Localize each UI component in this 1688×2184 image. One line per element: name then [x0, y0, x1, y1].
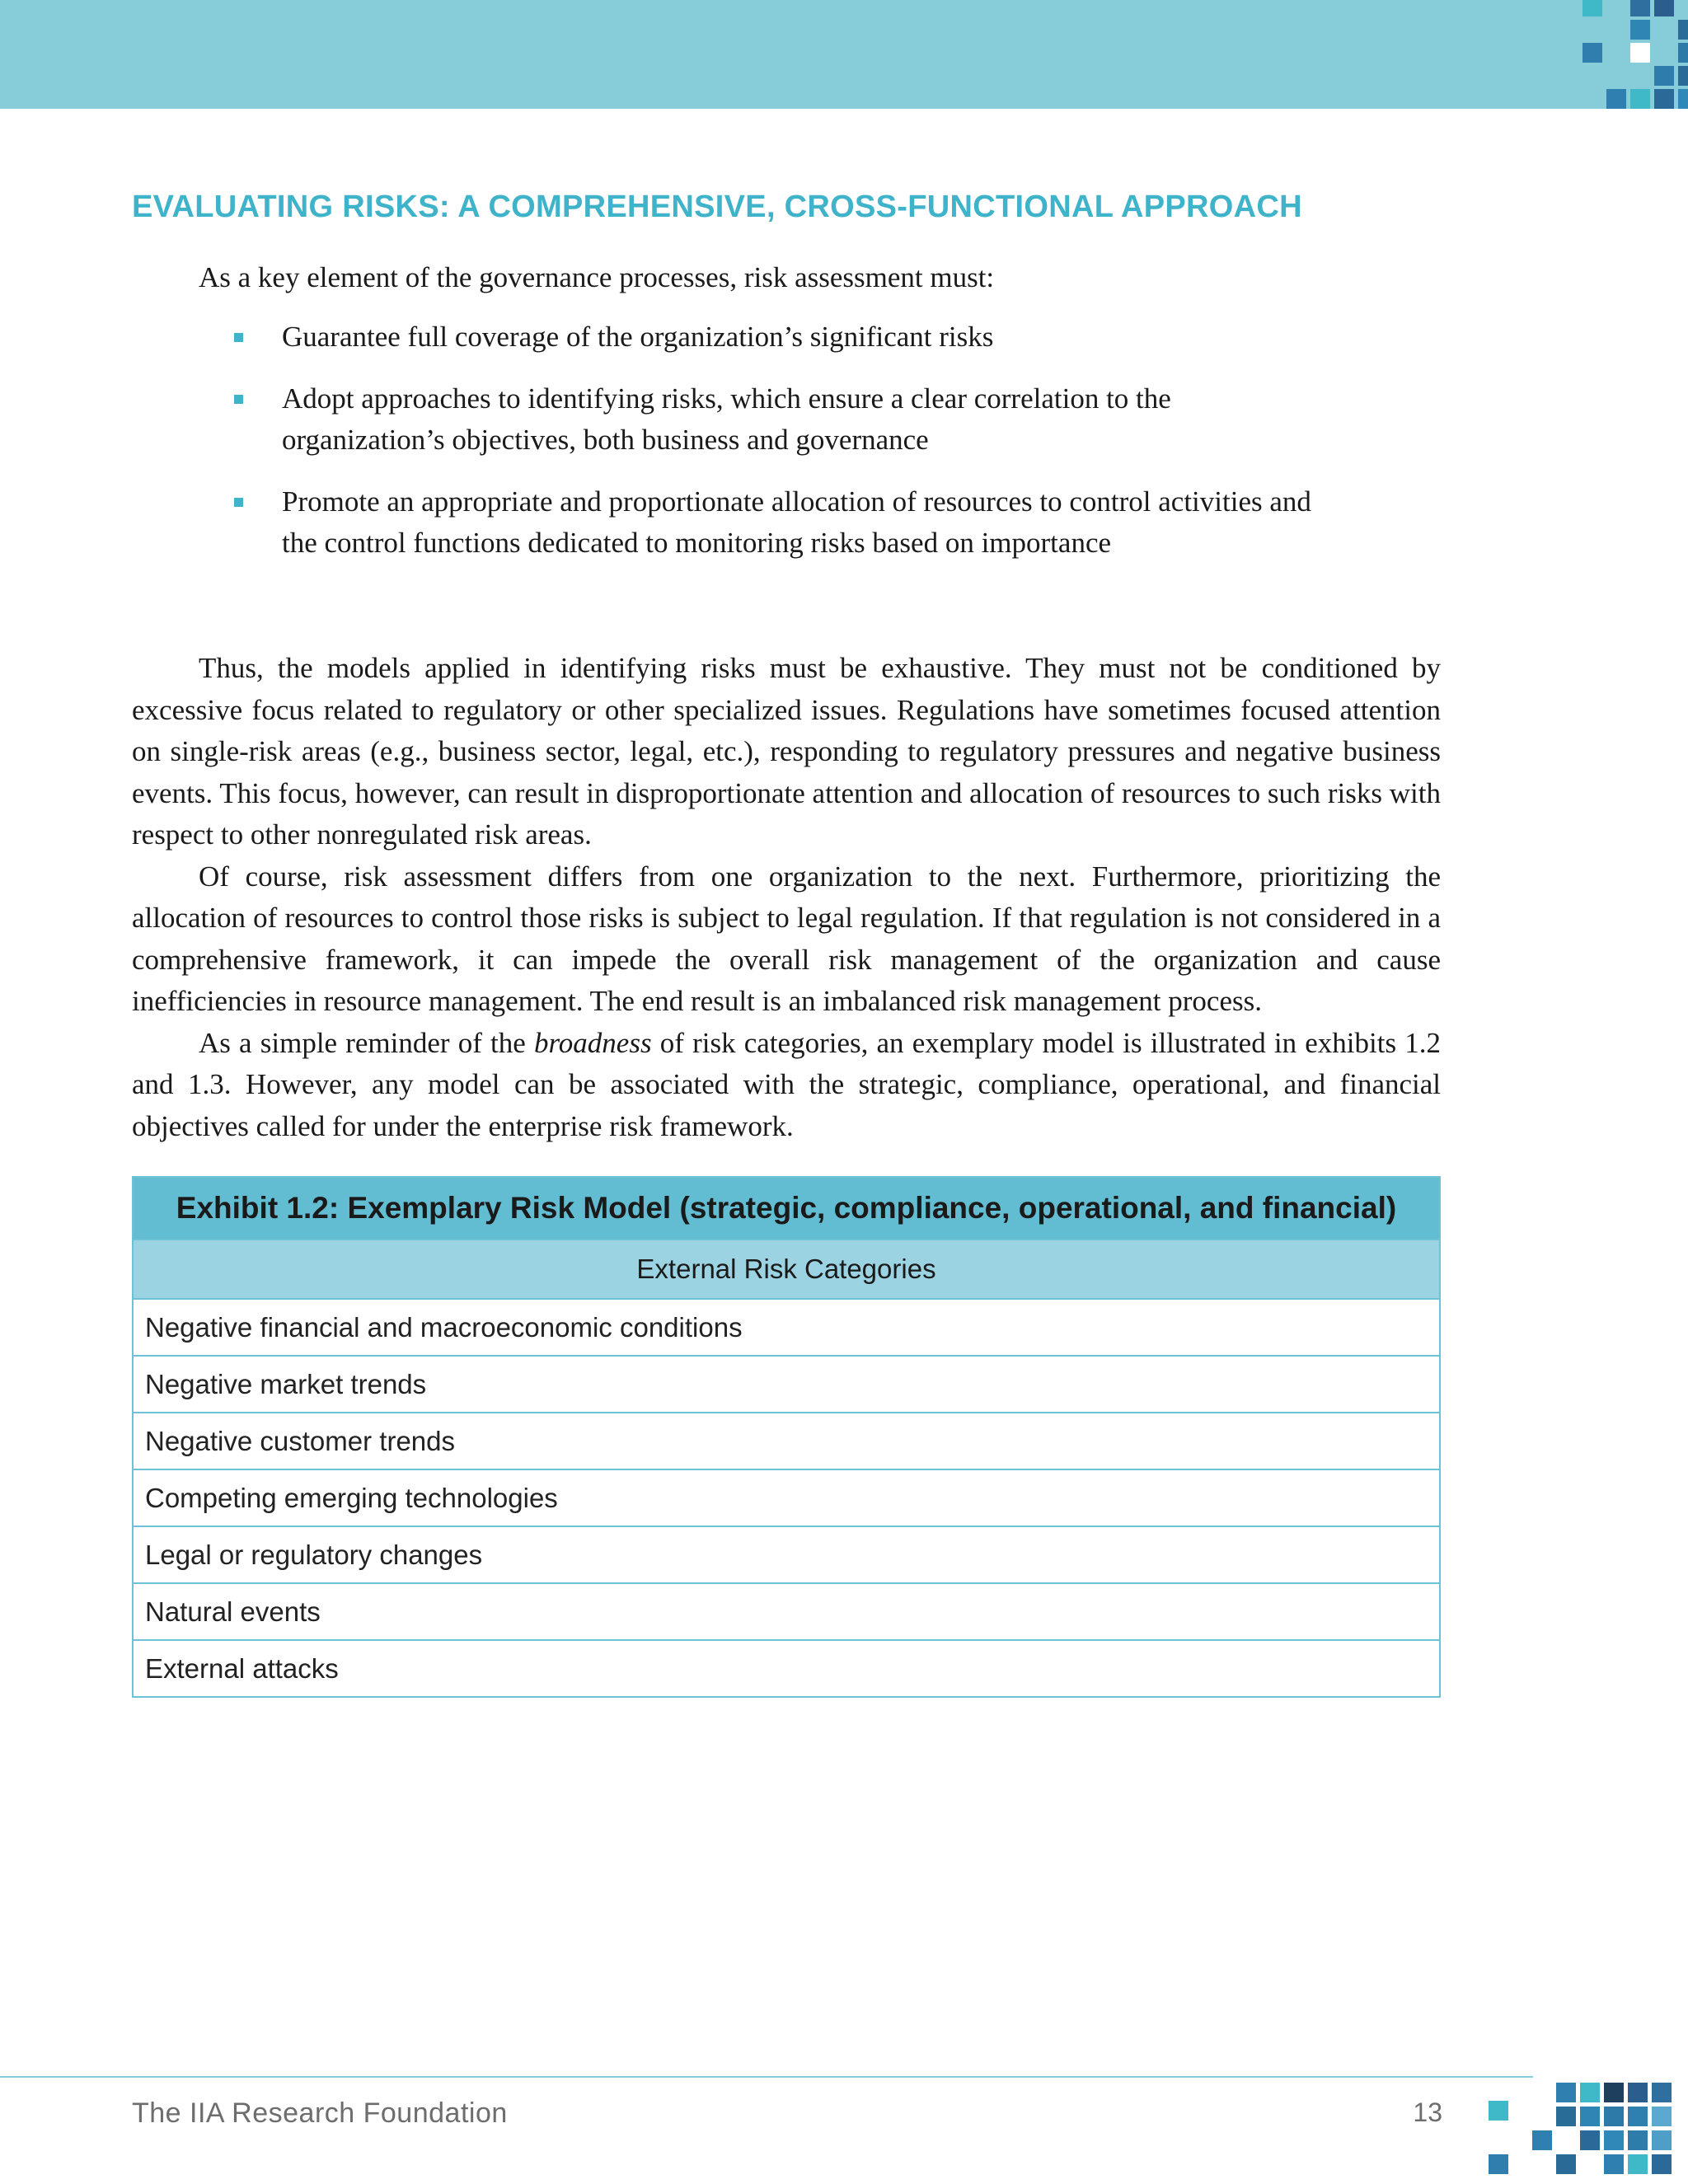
- body-paragraphs: [132, 648, 1441, 1147]
- exhibit-subheader: External Risk Categories: [133, 1240, 1440, 1299]
- table-row: Negative customer trends: [133, 1413, 1440, 1469]
- table-row: Natural events: [133, 1583, 1440, 1640]
- table-row: External attacks: [133, 1640, 1440, 1697]
- section-heading: EVALUATING RISKS: A COMPREHENSIVE, CROSS-FUNCTIONAL APPROACH: [132, 190, 1302, 224]
- paragraph-text: As a simple reminder of the: [199, 1026, 534, 1059]
- bullet-text: Adopt approaches to identifying risks, which ensure a clear correlation to the organization’s objectives, both business and governance: [282, 382, 1171, 456]
- emphasis-text: broadness: [533, 1026, 652, 1059]
- paragraph: Of course, risk assessment differs from one organization to the next. Furthermore, prioritizing the allocation of resources to control those risks is subject to legal regulation. If that regulation is not considered in a comprehensive framework, it can impede the overall risk management of the organization and cause inefficiencies in resource management. The end result is an imbalanced risk management process.: [132, 860, 1441, 1017]
- page-number: 13: [1413, 2097, 1442, 2127]
- list-item: [231, 316, 1319, 359]
- top-banner: [0, 0, 1688, 109]
- bullet-text: Guarantee full coverage of the organization’s significant risks: [282, 321, 994, 353]
- footer-divider: [0, 2076, 1533, 2078]
- paragraph: [132, 1023, 1441, 1148]
- bullet-list: [231, 316, 1319, 584]
- footer-organization: The IIA Research Foundation: [132, 2097, 508, 2129]
- paragraph-text: of risk categories, an exemplary model is illustrated in exhibits 1.2 and 1.3. However, any model can be associated with the strategic, compliance, operational, and financial objectives called for under the enterprise risk framework.: [132, 1026, 1441, 1142]
- table-row: Negative market trends: [133, 1356, 1440, 1413]
- list-item: [231, 481, 1319, 565]
- square-bullet-icon: [234, 498, 243, 507]
- exhibit-title: Exhibit 1.2: Exemplary Risk Model (strategic, compliance, operational, and financial): [133, 1177, 1440, 1240]
- intro-text: As a key element of the governance processes, risk assessment must:: [199, 261, 995, 293]
- square-bullet-icon: [234, 395, 243, 404]
- exhibit-table: [132, 1176, 1441, 1698]
- list-item: [231, 378, 1319, 462]
- paragraph: Thus, the models applied in identifying risks must be exhaustive. They must not be conditioned by excessive focus related to regulatory or other specialized issues. Regulations have sometimes focused attention on single-risk areas (e.g., business sector, legal, etc.), responding to regulatory pressures and negative business events. This focus, however, can result in disproportionate attention and allocation of resources to such risks with respect to other nonregulated risk areas.: [132, 652, 1441, 851]
- square-bullet-icon: [234, 333, 243, 342]
- table-row: Legal or regulatory changes: [133, 1526, 1440, 1583]
- bullet-text: Promote an appropriate and proportionate allocation of resources to control activities and the control functions dedicated to monitoring risks based on importance: [282, 485, 1311, 559]
- table-row: Negative financial and macroeconomic conditions: [133, 1299, 1440, 1356]
- table-row: Competing emerging technologies: [133, 1469, 1440, 1526]
